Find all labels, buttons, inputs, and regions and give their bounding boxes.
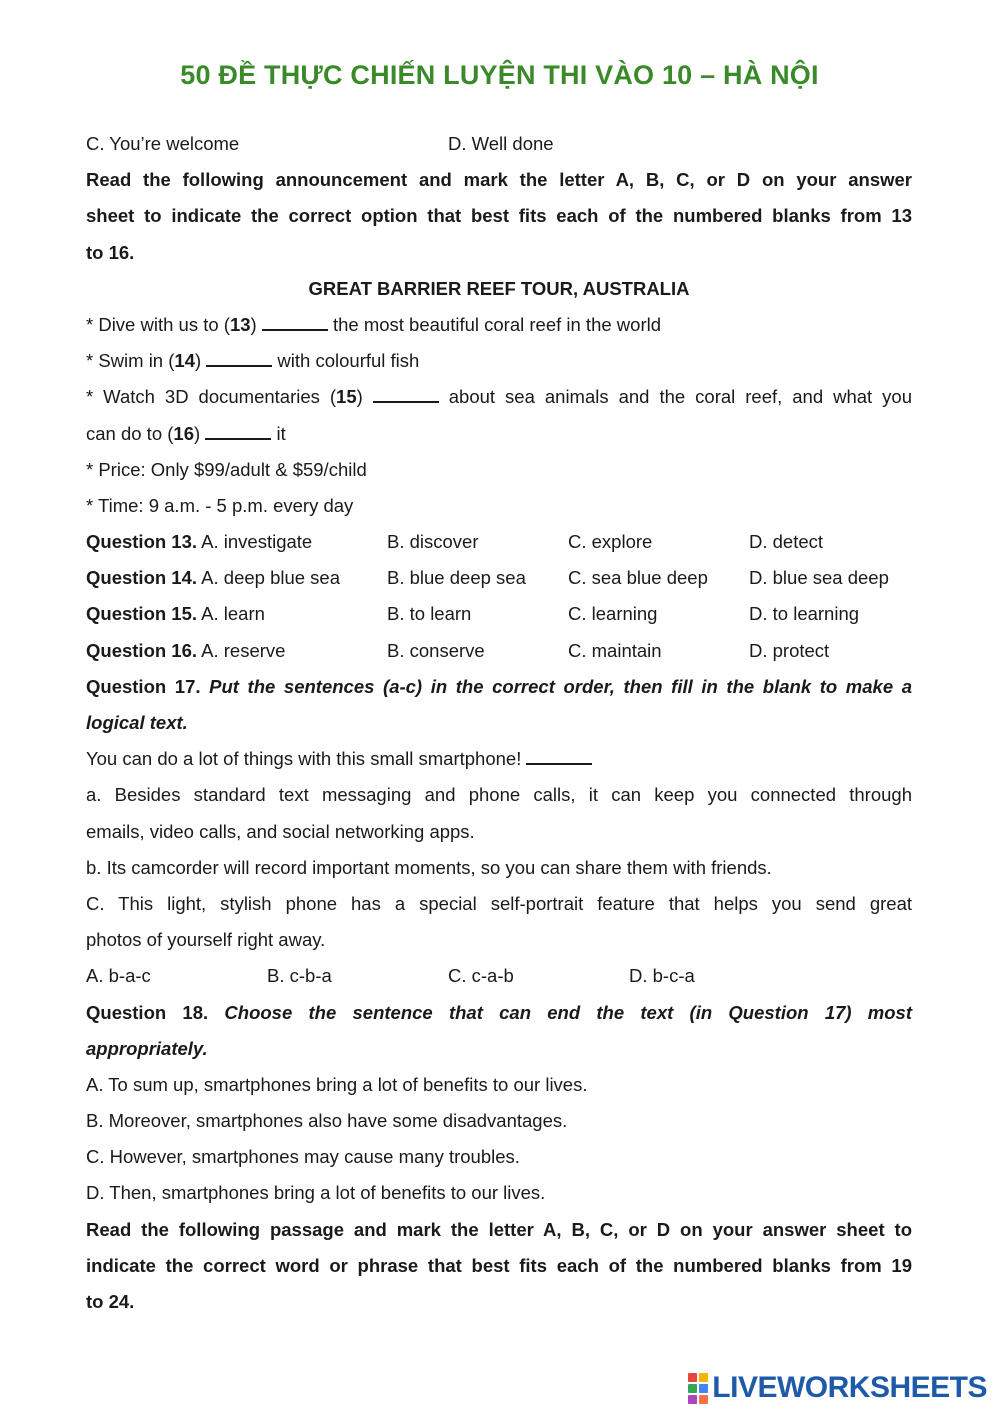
bullet-text: )	[356, 386, 373, 408]
question-17-options	[86, 958, 912, 994]
answer-option[interactable]: D. protect	[749, 639, 830, 661]
question-label: Question 18.	[86, 1001, 209, 1023]
bullet-text: * Watch 3D documentaries (	[86, 386, 337, 408]
announcement-bullet	[86, 379, 912, 415]
sentence-a-cont: emails, video calls, and social networking apps.	[86, 820, 475, 842]
question-16	[86, 633, 912, 669]
bullet-text: with colourful fish	[272, 350, 420, 372]
answer-option[interactable]: D. detect	[749, 531, 824, 553]
liveworksheets-logo[interactable]	[688, 1371, 987, 1405]
worksheet-body	[86, 126, 912, 1320]
answer-option[interactable]: D. blue sea deep	[749, 567, 889, 589]
logo-square	[688, 1395, 697, 1404]
intro-text: You can do a lot of things with this small smartphone!	[86, 748, 527, 770]
blank-17[interactable]	[526, 745, 592, 765]
announcement-bullet	[86, 416, 912, 452]
section1-instruction-line: sheet to indicate the correct option that best fits each of the numbered blanks from 13	[86, 205, 912, 227]
bullet-text: * Swim in (	[86, 350, 175, 372]
blank-number: 14	[174, 350, 195, 372]
answer-option[interactable]: A. b-a-c	[86, 965, 151, 987]
question-18-prompt	[86, 995, 912, 1031]
sentence-a: a. Besides standard text messaging and phone calls, it can keep you connected through	[86, 784, 912, 806]
section2-instruction-line: indicate the correct word or phrase that best fits each of the numbered blanks from 19	[86, 1254, 912, 1276]
section2-instruction-line: to 24.	[86, 1291, 135, 1312]
announcement-bullet: * Time: 9 a.m. - 5 p.m. every day	[86, 494, 354, 516]
sentence-b: b. Its camcorder will record important moments, so you can share them with friends.	[86, 856, 772, 878]
page-title: 50 ĐỀ THỰC CHIẾN LUYỆN THI VÀO 10 – HÀ NỘI	[180, 60, 819, 90]
answer-option[interactable]: A. deep blue sea	[201, 567, 341, 589]
sentence-c-cont: photos of yourself right away.	[86, 929, 326, 951]
answer-option[interactable]: C. c-a-b	[448, 965, 514, 987]
question-label: Question 16.	[86, 639, 198, 661]
answer-option[interactable]: B. to learn	[387, 603, 472, 625]
answer-option[interactable]: B. blue deep sea	[387, 567, 526, 589]
section1-instruction-line: Read the following announcement and mark the letter A, B, C, or D on your answer	[86, 169, 912, 191]
answer-option[interactable]: D. to learning	[749, 603, 860, 625]
answer-option[interactable]: D. Then, smartphones bring a lot of benefits to our lives.	[86, 1182, 546, 1204]
answer-option[interactable]: A. To sum up, smartphones bring a lot of benefits to our lives.	[86, 1073, 588, 1095]
announcement-heading: GREAT BARRIER REEF TOUR, AUSTRALIA	[308, 277, 690, 299]
option-d: D. Well done	[448, 133, 554, 154]
answer-option[interactable]: A. investigate	[201, 531, 313, 553]
previous-question-options	[86, 126, 912, 162]
answer-option[interactable]: A. learn	[201, 603, 265, 625]
announcement-bullet	[86, 343, 912, 379]
blank-14[interactable]	[206, 347, 272, 367]
logo-square	[699, 1395, 708, 1404]
answer-option[interactable]: B. discover	[387, 531, 479, 553]
bullet-text: )	[250, 313, 262, 335]
answer-option[interactable]: D. b-c-a	[629, 965, 695, 987]
answer-option[interactable]: C. learning	[568, 603, 658, 625]
bullet-text: about sea animals and the coral reef, and what you	[438, 386, 912, 408]
bullet-text: )	[194, 350, 207, 372]
bullet-text: )	[194, 422, 206, 444]
question-label: Question 17.	[86, 675, 201, 697]
answer-option[interactable]: C. maintain	[568, 639, 662, 661]
section1-instruction-line: to 16.	[86, 241, 135, 263]
question-17-prompt	[86, 669, 912, 705]
question-instruction: logical text.	[86, 712, 188, 733]
answer-option[interactable]: C. explore	[568, 531, 653, 553]
blank-16[interactable]	[205, 420, 271, 440]
question-instruction: Put the sentences (a-c) in the correct order, then fill in the blank to make a	[209, 675, 913, 697]
logo-icon	[688, 1373, 708, 1404]
announcement-bullet	[86, 307, 912, 343]
answer-option[interactable]: B. c-b-a	[267, 965, 332, 987]
question-13	[86, 524, 912, 560]
question-instruction: appropriately.	[86, 1037, 208, 1059]
blank-13[interactable]	[262, 311, 328, 331]
question-instruction: Choose the sentence that can end the text (in Question 17) most	[224, 1001, 913, 1023]
question-17-intro	[86, 741, 912, 777]
blank-15[interactable]	[373, 383, 439, 403]
logo-square	[699, 1384, 708, 1393]
bullet-text: it	[271, 422, 286, 444]
bullet-text: * Dive with us to (	[86, 313, 230, 335]
question-label: Question 13.	[86, 531, 198, 553]
answer-option[interactable]: C. sea blue deep	[568, 567, 708, 589]
blank-number: 13	[229, 313, 251, 335]
answer-option[interactable]: C. However, smartphones may cause many troubles.	[86, 1146, 520, 1168]
bullet-text: the most beautiful coral reef in the world	[327, 313, 661, 335]
announcement-bullet: * Price: Only $99/adult & $59/child	[86, 458, 367, 480]
logo-square	[688, 1384, 697, 1393]
logo-square	[688, 1373, 697, 1382]
answer-option[interactable]: B. conserve	[387, 639, 485, 661]
bullet-text: can do to (	[86, 422, 174, 444]
answer-option[interactable]: B. Moreover, smartphones also have some disadvantages.	[86, 1110, 568, 1132]
question-15	[86, 596, 912, 632]
blank-number: 16	[173, 422, 194, 444]
answer-option[interactable]: A. reserve	[201, 639, 286, 661]
question-14	[86, 560, 912, 596]
logo-text: LIVEWORKSHEETS	[712, 1371, 987, 1404]
section2-instruction-line: Read the following passage and mark the letter A, B, C, or D on your answer sheet to	[86, 1218, 912, 1240]
sentence-c: C. This light, stylish phone has a special self-portrait feature that helps you send great	[86, 892, 912, 914]
blank-number: 15	[336, 386, 357, 408]
logo-square	[699, 1373, 708, 1382]
option-c: C. You’re welcome	[86, 133, 240, 154]
question-label: Question 15.	[86, 603, 198, 625]
question-label: Question 14.	[86, 567, 198, 589]
